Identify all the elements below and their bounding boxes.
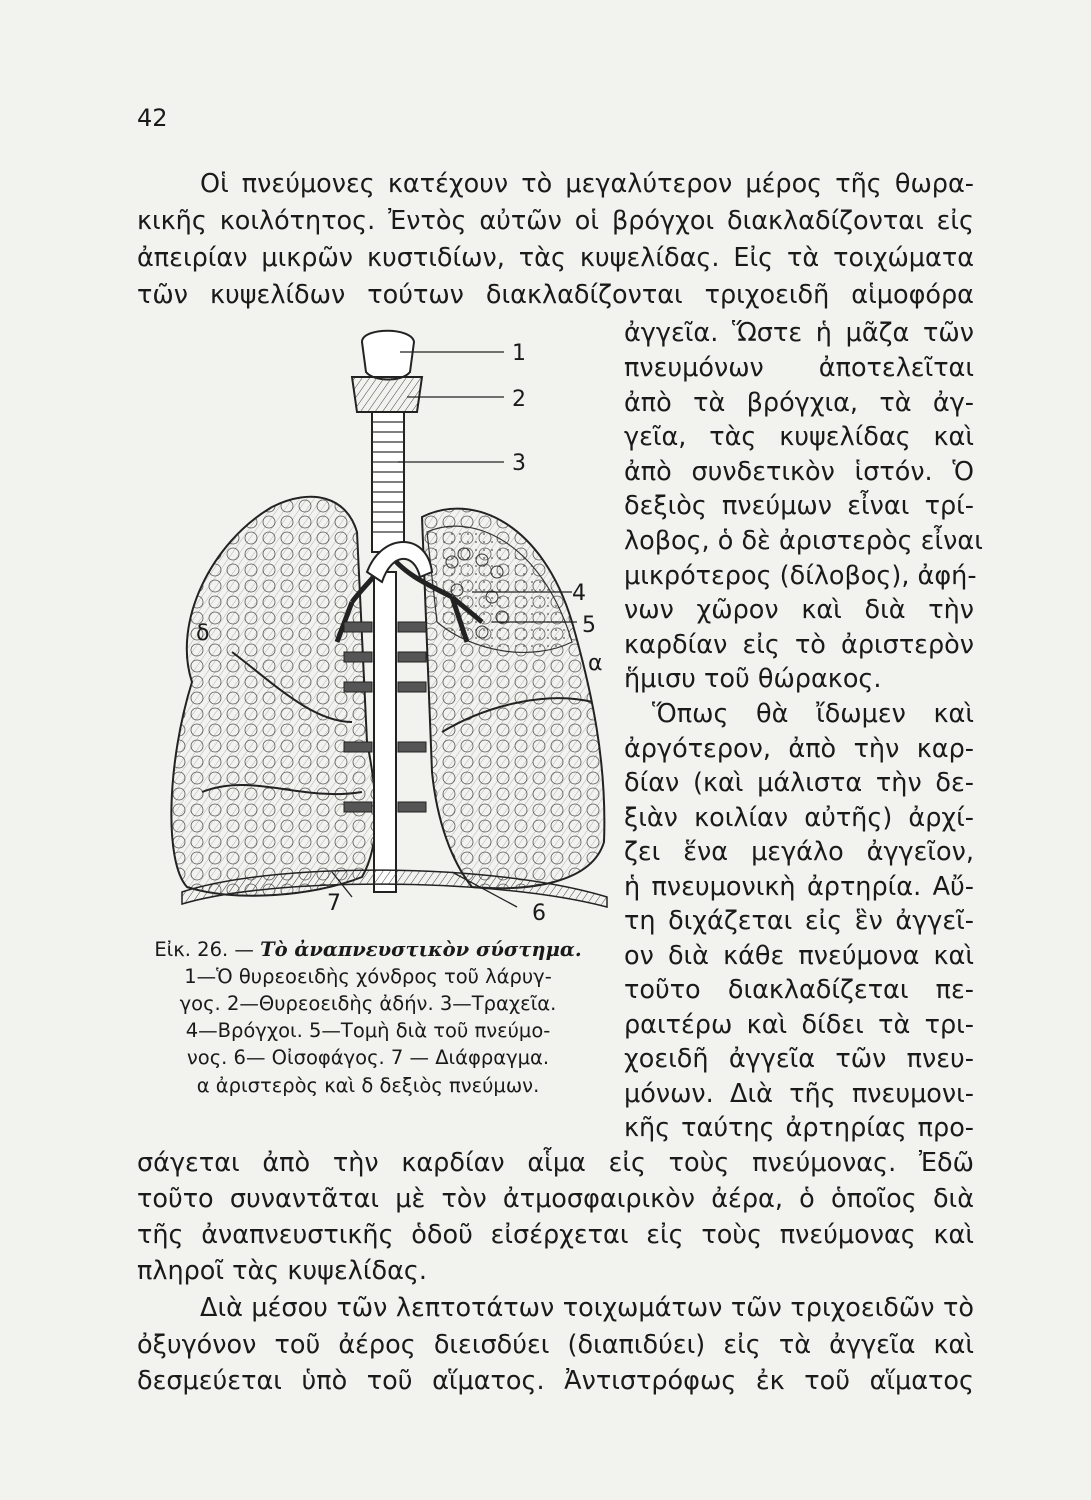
side-line: καρδίαν εἰς τὸ ἀριστερὸν bbox=[624, 630, 974, 660]
text-line: πληροῖ τὰς κυψελίδας. bbox=[137, 1256, 427, 1286]
text-line: δεσμεύεται ὑπὸ τοῦ αἵματος. Ἀντιστρόφως ἐκ τοῦ αἵματος bbox=[137, 1366, 974, 1396]
text-line: Διὰ μέσου τῶν λεπτοτάτων τοιχωμάτων τῶν τριχοειδῶν τὸ bbox=[200, 1293, 974, 1323]
side-line: ἀργότερον, ἀπὸ τὴν καρ- bbox=[624, 734, 974, 764]
page-number: 42 bbox=[137, 104, 168, 132]
side-line: ραιτέρω καὶ δίδει τὰ τρι- bbox=[624, 1010, 974, 1040]
figure-caption-title bbox=[137, 940, 599, 960]
side-line: ον διὰ κάθε πνεύμονα καὶ bbox=[624, 941, 974, 971]
side-line: πνευμόνων ἀποτελεῖται bbox=[624, 353, 974, 383]
lungs-drawing bbox=[152, 322, 612, 940]
svg-text:6: 6 bbox=[532, 901, 546, 926]
side-line: νων χῶρον καὶ διὰ τὴν bbox=[624, 595, 974, 625]
caption-line: νος. 6— Οἰσοφάγος. 7 — Διάφραγμα. bbox=[186, 1046, 550, 1069]
caption-line: α ἀριστερὸς καὶ δ δεξιὸς πνεύμων. bbox=[196, 1074, 540, 1097]
side-line: ἀπὸ συνδετικὸν ἱστόν. Ὁ bbox=[624, 457, 974, 487]
side-line: ἀπὸ τὰ βρόγχια, τὰ ἀγ- bbox=[624, 388, 974, 418]
side-line: ἀγγεῖα. Ὥστε ἡ μᾶζα τῶν bbox=[624, 318, 974, 348]
side-line: ἡ πνευμονικὴ ἀρτηρία. Αὔ- bbox=[624, 872, 974, 902]
svg-text:4: 4 bbox=[572, 581, 586, 606]
respiratory-system-illustration bbox=[152, 322, 612, 940]
svg-text:5: 5 bbox=[582, 613, 596, 638]
side-line: δεξιὸς πνεύμων εἶναι τρί- bbox=[624, 491, 974, 521]
side-line: τη διχάζεται εἰς ἓν ἀγγεῖ- bbox=[624, 906, 974, 936]
text-line: τοῦτο συναντᾶται μὲ τὸν ἀτμοσφαιρικὸν ἀέρα, ὁ ὁποῖος διὰ bbox=[137, 1184, 974, 1214]
side-line: μικρότερος (δίλοβος), ἀφή- bbox=[624, 561, 977, 591]
svg-text:1: 1 bbox=[512, 341, 526, 366]
larynx bbox=[362, 331, 414, 380]
side-line: τοῦτο διακλαδίζεται πε- bbox=[624, 975, 974, 1005]
esophagus bbox=[374, 572, 396, 892]
text-line: Οἱ πνεύμονες κατέχουν τὸ μεγαλύτερον μέρος τῆς θωρα- bbox=[200, 169, 974, 199]
svg-text:δ: δ bbox=[196, 621, 210, 646]
text-line: τῶν κυψελίδων τούτων διακλαδίζονται τριχοειδῆ αἱμοφόρα bbox=[137, 280, 974, 310]
side-line: μόνων. Διὰ τῆς πνευμονι- bbox=[624, 1079, 974, 1109]
caption-line: γος. 2—Θυρεοειδὴς ἀδήν. 3—Τραχεῖα. bbox=[179, 992, 557, 1015]
svg-text:α: α bbox=[588, 651, 603, 676]
text-line: ἀπειρίαν μικρῶν κυστιδίων, τὰς κυψελίδας. Εἰς τὰ τοιχώματα bbox=[137, 243, 974, 273]
svg-text:3: 3 bbox=[512, 451, 526, 476]
side-line: δίαν (καὶ μάλιστα τὴν δε- bbox=[624, 768, 974, 798]
svg-text:2: 2 bbox=[512, 387, 526, 412]
svg-text:7: 7 bbox=[327, 891, 341, 916]
text-line: κικῆς κοιλότητος. Ἐντὸς αὐτῶν οἱ βρόγχοι διακλαδίζονται εἰς bbox=[137, 206, 974, 236]
text-line: ὀξυγόνον τοῦ ἀέρος διεισδύει (διαπιδύει) εἰς τὰ ἀγγεῖα καὶ bbox=[137, 1330, 974, 1360]
side-line: χοειδῆ ἀγγεῖα τῶν πνευ- bbox=[624, 1044, 974, 1074]
caption-line: 1—Ὁ θυρεοειδὴς χόνδρος τοῦ λάρυγ- bbox=[184, 965, 552, 988]
side-line: λοβος, ὁ δὲ ἀριστερὸς εἶναι bbox=[624, 526, 983, 556]
text-line: σάγεται ἀπὸ τὴν καρδίαν αἷμα εἰς τοὺς πνεύμονας. Ἐδῶ bbox=[137, 1148, 974, 1178]
caption-line: 4—Βρόγχοι. 5—Τομὴ διὰ τοῦ πνεύμο- bbox=[185, 1019, 551, 1042]
side-line: ἥμισυ τοῦ θώρακος. bbox=[624, 664, 882, 694]
side-line: κῆς ταύτης ἀρτηρίας προ- bbox=[624, 1113, 974, 1143]
side-line: γεῖα, τὰς κυψελίδας καὶ bbox=[624, 422, 974, 452]
figure-number: Εἰκ. 26. — bbox=[154, 938, 261, 961]
side-line: ζει ἕνα μεγάλο ἀγγεῖον, bbox=[624, 837, 974, 867]
text-line: τῆς ἀναπνευστικῆς ὁδοῦ εἰσέρχεται εἰς τοὺς πνεύμονας καὶ bbox=[137, 1220, 974, 1250]
figure-title: Τὸ ἀναπνευστικὸν σύστημα. bbox=[260, 938, 582, 961]
side-line: ξιὰν κοιλίαν αὐτῆς) ἀρχί- bbox=[624, 803, 974, 833]
side-line: Ὅπως θὰ ἴδωμεν καὶ bbox=[652, 699, 974, 729]
